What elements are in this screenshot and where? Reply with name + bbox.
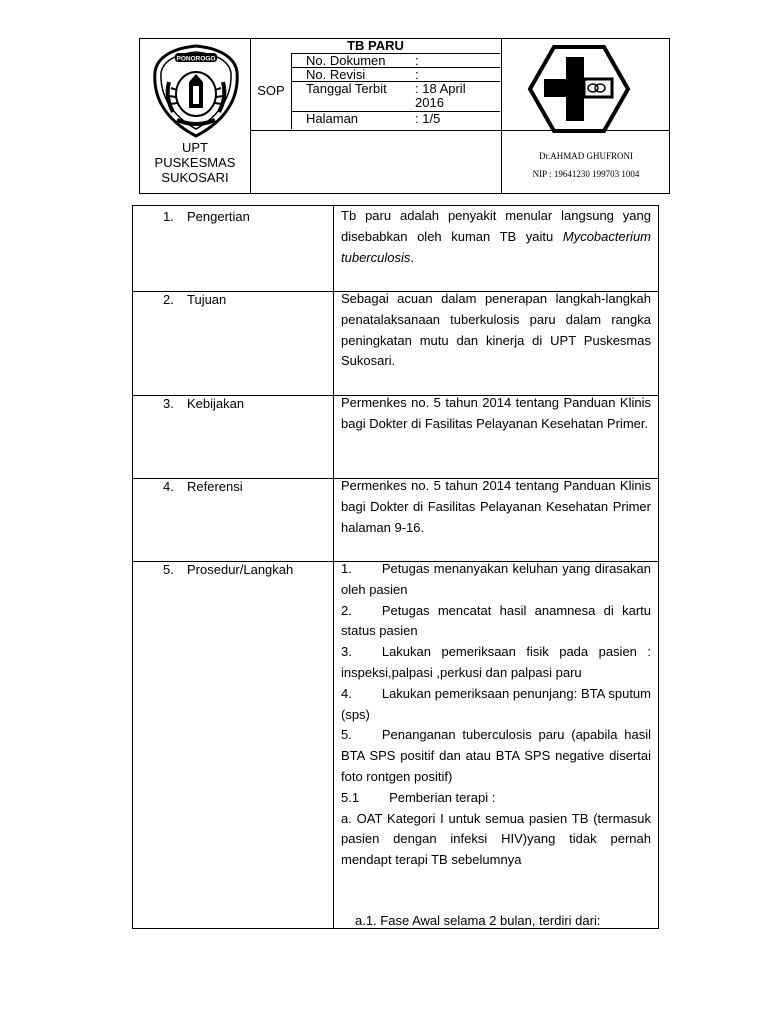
section-number: 4. [163,479,174,494]
health-cross-emblem-icon [526,41,632,137]
section-number: 2. [163,292,174,307]
field-label: No. Revisi [306,67,366,82]
section-number: 5. [163,562,174,577]
section-label-referensi: Referensi [187,479,243,494]
sop-table [132,205,659,929]
field-value: : [415,67,419,82]
document-header [139,38,670,194]
step-item: 5. Penanganan tuberculosis paru (apabila hasil BTA SPS positif dan atau BTA SPS negative disertai foto rontgen positif) [341,727,651,784]
step-item: 1. Petugas menanyakan keluhan yang dirasakan oleh pasien [341,561,651,597]
kebijakan-text: Permenkes no. 5 tahun 2014 tentang Panduan Klinis bagi Dokter di Fasilitas Pelayanan Kesehatan Primer. [341,395,651,431]
ponorogo-emblem-icon [147,42,245,140]
section-label-kebijakan: Kebijakan [187,396,245,411]
section-number: 1. [163,209,174,224]
referensi-text: Permenkes no. 5 tahun 2014 tentang Panduan Klinis bagi Dokter di Fasilitas Pelayanan Kesehatan Primer halaman 9-16. [341,478,651,535]
field-value: : 1/5 [415,111,441,126]
signer-nip: NIP : 19641230 199703 1004 [532,169,640,179]
section-label-pengertian: Pengertian [187,209,250,224]
pengertian-text: Tb paru adalah penyakit menular langsung yang disebabkan oleh kuman TB yaitu Mycobacterium tuberculosis. [341,208,651,265]
field-value: : 18 April 2016 [415,81,466,110]
field-value: : [415,53,419,68]
section-label-prosedur: Prosedur/Langkah [187,562,294,577]
section-label-tujuan: Tujuan [187,292,227,307]
header-divider [250,39,251,193]
sub-item-a: a. OAT Kategori I untuk semua pasien TB (termasuk pasien dengan infeksi HIV)yang tidak pernah mendapt terapi TB sebelumnya [341,810,651,868]
step-item: 2. Petugas mencatat hasil anamnesa di kartu status pasien [341,602,651,639]
organization-name: UPT PUSKESMAS SUKOSARI [154,140,236,185]
tujuan-text: Sebagai acuan dalam penerapan langkah-langkah penatalaksanaan tuberkulosis paru dalam rangka peningkatan mutu dan kinerja di UPT Puskesmas Sukosari. [341,291,651,369]
sub-item-a1: a.1. Fase Awal selama 2 bulan, terdiri dari: [355,913,601,928]
prosedur-steps [341,559,651,871]
field-label: No. Dokumen [306,53,386,68]
document-title: TB PARU [347,38,404,53]
step-item: 4. Lakukan pemeriksaan penunjang: BTA sputum (sps) [341,685,651,722]
step-item: 3. Lakukan pemeriksaan fisik pada pasien : inspeksi,palpasi ,perkusi dan palpasi paru [341,644,651,680]
field-label: Tanggal Terbit [306,81,387,96]
sop-label: SOP [257,83,285,98]
step-item: 5.1 Pemberian terapi : [341,789,496,805]
column-divider [333,206,334,928]
section-number: 3. [163,396,174,411]
signer-name: Dr.AHMAD GHUFRONI [538,151,633,161]
svg-text:PONOROGO: PONOROGO [176,55,216,63]
field-label: Halaman [306,111,359,126]
